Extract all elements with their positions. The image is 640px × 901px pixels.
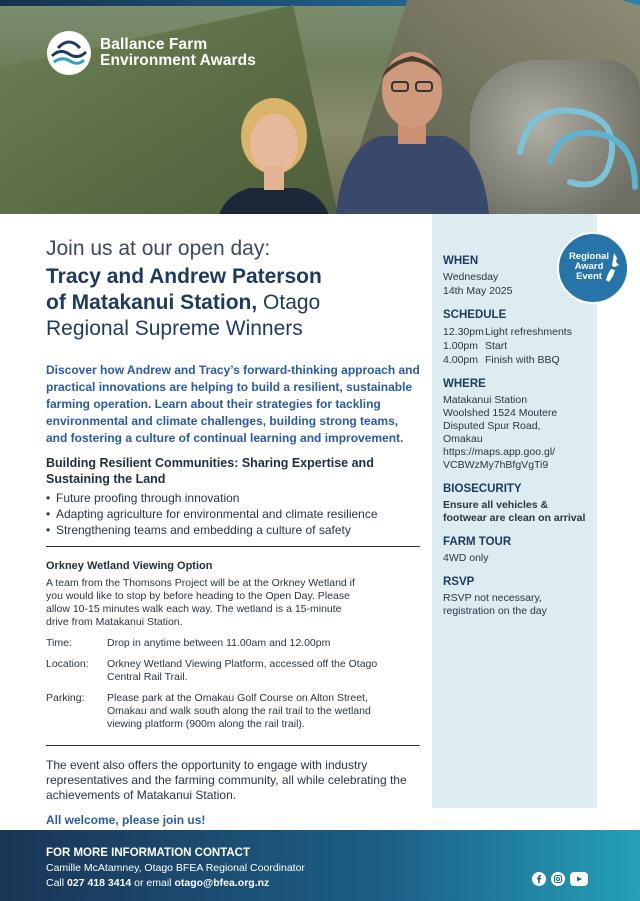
logo <box>46 30 256 76</box>
row-label: Time: <box>46 637 72 649</box>
when-date: 14th May 2025 <box>443 285 513 297</box>
main-column <box>46 236 421 827</box>
footer-call-line: Call 027 418 3414 or email otago@bfea.org.nz <box>46 877 270 889</box>
regional-award-badge <box>557 232 629 304</box>
footer-title: FOR MORE INFORMATION CONTACT <box>46 847 250 859</box>
orkney-section <box>46 559 421 731</box>
welcome-text: All welcome, please join us! <box>46 813 206 827</box>
topics-list <box>46 490 421 538</box>
headline-regional-winners: Regional Supreme Winners <box>46 317 303 340</box>
phone-link[interactable]: 027 418 3414 <box>67 877 132 889</box>
instagram-icon[interactable] <box>551 872 565 886</box>
subheading: Building Resilient Communities: Sharing Expertise and Sustaining the Land <box>46 456 374 486</box>
farm-tour-label: FARM TOUR <box>443 536 512 548</box>
wave-graphic <box>510 92 640 212</box>
when-day: Wednesday <box>443 271 499 283</box>
row-label: Parking: <box>46 692 85 704</box>
orkney-text: A team from the Thomsons Project will be at the Orkney Wetland if you would like to stop by before heading to the Open Day. Please allow 10-15 minutes walk each way. The wetland is a 15-minute drive from Matakanui Station. <box>46 577 355 628</box>
divider <box>46 745 420 746</box>
schedule-label: SCHEDULE <box>443 309 507 321</box>
biosecurity-label: BIOSECURITY <box>443 483 522 495</box>
farm-tour-text: 4WD only <box>443 552 489 564</box>
divider <box>46 546 420 547</box>
schedule-row: 4.00pm Finish with BBQ <box>443 354 560 366</box>
list-item: • Strengthening teams and embedding a culture of safety <box>46 522 421 538</box>
nz-map-icon <box>605 252 621 284</box>
headline-intro: Join us at our open day: <box>46 237 271 260</box>
map-link[interactable]: VCBWzMy7hBfgVgTi9 <box>443 459 549 471</box>
event-details-panel <box>432 214 597 808</box>
person-andrew <box>330 40 495 214</box>
logo-mark-icon <box>46 30 92 76</box>
logo-line-2: Environment Awards <box>100 52 256 69</box>
schedule-row: 1.00pm Start <box>443 340 508 352</box>
footer-contact: Camille McAtamney, Otago BFEA Regional Coordinator <box>46 862 305 874</box>
facebook-icon[interactable] <box>532 872 546 886</box>
social-links <box>532 872 588 886</box>
where-address: Matakanui Station Woolshed 1524 Moutere Disputed Spur Road, Omakau https://maps.app.goo.gl/ VCBWzMy7hBfgVgTi9 <box>443 394 597 472</box>
intro-paragraph: Discover how Andrew and Tracy’s forward-thinking approach and practical innovations are helping to build a resilient, sustainable farming operation. Learn about their strategies for tackling environmental and climate challenges, building strong teams, and fostering a culture of continual learning and improvement. <box>46 363 420 445</box>
email-link[interactable]: otago@bfea.org.nz <box>174 877 270 889</box>
orkney-row-parking <box>46 692 421 731</box>
schedule-list <box>443 325 597 367</box>
row-label: Location: <box>46 658 89 670</box>
row-value: Drop in anytime between 11.00am and 12.00pm <box>107 637 331 649</box>
list-item: • Adapting agriculture for environmental and climate resilience <box>46 506 421 522</box>
orkney-title: Orkney Wetland Viewing Option <box>46 560 213 572</box>
where-label: WHERE <box>443 378 486 390</box>
footer <box>0 830 640 901</box>
rsvp-text: RSVP not necessary, registration on the day <box>443 592 547 617</box>
rsvp-label: RSVP <box>443 576 475 588</box>
list-item: • Future proofing through innovation <box>46 490 421 506</box>
orkney-row-location <box>46 658 421 684</box>
headline-station: of Matakanui Station, <box>46 291 258 314</box>
youtube-icon[interactable] <box>570 872 588 886</box>
headline-names-line1: Tracy and Andrew Paterson <box>46 265 322 288</box>
hero-photo <box>0 0 640 214</box>
when-label: WHEN <box>443 255 479 267</box>
headline-names <box>46 264 421 316</box>
headline-region: Otago <box>263 291 321 314</box>
orkney-row-time <box>46 637 421 650</box>
logo-line-1: Ballance Farm <box>100 36 208 53</box>
badge-text: Regional Award Event <box>568 251 610 282</box>
biosecurity-text: Ensure all vehicles & footwear are clean on arrival <box>443 499 586 524</box>
person-tracy <box>205 96 343 214</box>
schedule-row: 12.30pm Light refreshments <box>443 326 572 338</box>
row-value: Orkney Wetland Viewing Platform, accessed off the Otago Central Rail Trail. <box>107 658 378 683</box>
row-value: Please park at the Omakau Golf Course on Alton Street, Omakau and walk south along the rail trail to the wetland viewing platform (900m along the rail trail). <box>107 692 371 730</box>
closing-paragraph: The event also offers the opportunity to engage with industry representatives and the farming community, all while celebrating the achievements of Matakanui Station. <box>46 758 407 802</box>
map-link[interactable]: https://maps.app.goo.gl/ <box>443 446 556 458</box>
